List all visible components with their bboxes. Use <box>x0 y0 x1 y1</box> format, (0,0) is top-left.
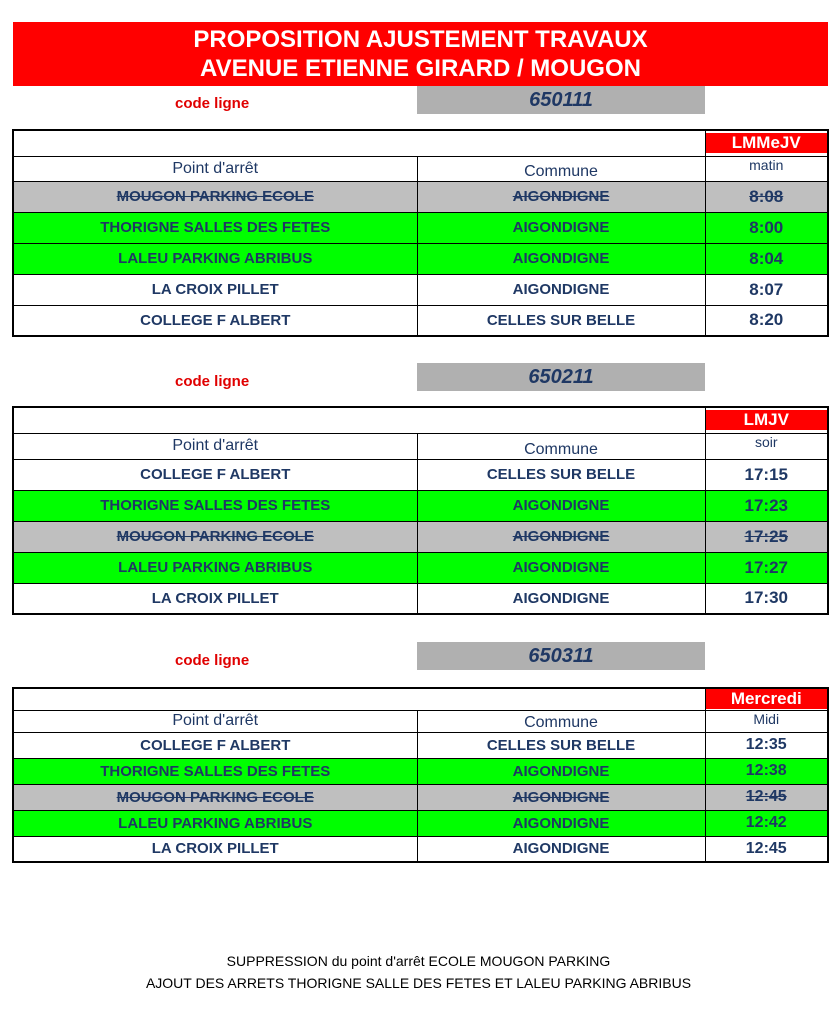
blank-cell <box>13 407 705 433</box>
col-header-stop: Point d'arrêt <box>13 433 417 459</box>
departure-time: 8:04 <box>705 243 828 274</box>
commune-name: AIGONDIGNE <box>417 810 705 836</box>
days-cell <box>705 688 828 710</box>
footer-line-2: AJOUT DES ARRETS THORIGNE SALLE DES FETES ET LALEU PARKING ABRIBUS <box>145 975 692 991</box>
commune-name: AIGONDIGNE <box>417 274 705 305</box>
departure-time: 8:00 <box>705 212 828 243</box>
stop-name: LALEU PARKING ABRIBUS <box>13 552 417 583</box>
table-row <box>13 732 828 758</box>
departure-time: 17:30 <box>705 583 828 614</box>
departure-time: 12:38 <box>705 758 828 784</box>
footer-note <box>0 950 837 994</box>
commune-name: CELLES SUR BELLE <box>417 732 705 758</box>
table-row <box>13 552 828 583</box>
commune-name: AIGONDIGNE <box>417 490 705 521</box>
table-row <box>13 490 828 521</box>
commune-name: AIGONDIGNE <box>417 583 705 614</box>
table-row <box>13 583 828 614</box>
departure-time: 17:15 <box>705 459 828 490</box>
line-code: 650211 <box>417 363 705 391</box>
days-cell <box>705 407 828 433</box>
commune-name: CELLES SUR BELLE <box>417 459 705 490</box>
commune-name: CELLES SUR BELLE <box>417 305 705 336</box>
commune-name: AIGONDIGNE <box>417 784 705 810</box>
commune-name: AIGONDIGNE <box>417 758 705 784</box>
table-row <box>13 784 828 810</box>
days-badge: LMMeJV <box>706 133 828 153</box>
col-header-town: Commune <box>417 710 705 732</box>
schedule-table <box>12 406 829 615</box>
header-row <box>13 156 828 181</box>
commune-name: AIGONDIGNE <box>417 521 705 552</box>
stop-name: MOUGON PARKING ECOLE <box>13 784 417 810</box>
departure-time: 8:07 <box>705 274 828 305</box>
period-label: matin <box>705 156 828 181</box>
days-row <box>13 407 828 433</box>
col-header-town: Commune <box>417 433 705 459</box>
line-code: 650111 <box>417 86 705 114</box>
stop-name: MOUGON PARKING ECOLE <box>13 181 417 212</box>
blank-cell <box>13 688 705 710</box>
title-line-2: AVENUE ETIENNE GIRARD / MOUGON <box>200 55 641 82</box>
commune-name: AIGONDIGNE <box>417 212 705 243</box>
table-row <box>13 243 828 274</box>
table-row <box>13 274 828 305</box>
header-row <box>13 433 828 459</box>
table-row <box>13 305 828 336</box>
stop-name: MOUGON PARKING ECOLE <box>13 521 417 552</box>
stop-name: COLLEGE F ALBERT <box>13 305 417 336</box>
code-ligne-label: code ligne <box>175 373 250 390</box>
header-row <box>13 710 828 732</box>
title-banner <box>13 22 828 86</box>
departure-time: 12:45 <box>705 836 828 862</box>
stop-name: COLLEGE F ALBERT <box>13 732 417 758</box>
days-row <box>13 688 828 710</box>
period-label: Midi <box>705 710 828 732</box>
departure-time: 17:27 <box>705 552 828 583</box>
stop-name: COLLEGE F ALBERT <box>13 459 417 490</box>
table-row <box>13 836 828 862</box>
table-row <box>13 810 828 836</box>
stop-name: LA CROIX PILLET <box>13 836 417 862</box>
col-header-stop: Point d'arrêt <box>13 710 417 732</box>
col-header-town: Commune <box>417 156 705 181</box>
code-ligne-label: code ligne <box>175 95 250 112</box>
days-badge: LMJV <box>706 410 828 430</box>
departure-time: 12:45 <box>705 784 828 810</box>
commune-name: AIGONDIGNE <box>417 243 705 274</box>
commune-name: AIGONDIGNE <box>417 181 705 212</box>
stop-name: THORIGNE SALLES DES FETES <box>13 758 417 784</box>
days-cell <box>705 130 828 156</box>
commune-name: AIGONDIGNE <box>417 552 705 583</box>
title-line-1: PROPOSITION AJUSTEMENT TRAVAUX <box>193 26 648 53</box>
table-row <box>13 459 828 490</box>
code-ligne-label: code ligne <box>175 652 250 669</box>
line-code: 650311 <box>417 642 705 670</box>
departure-time: 12:42 <box>705 810 828 836</box>
table-row <box>13 212 828 243</box>
table-row <box>13 181 828 212</box>
departure-time: 12:35 <box>705 732 828 758</box>
period-label: soir <box>705 433 828 459</box>
schedule-table <box>12 129 829 337</box>
departure-time: 17:25 <box>705 521 828 552</box>
stop-name: LA CROIX PILLET <box>13 583 417 614</box>
days-badge: Mercredi <box>706 689 828 709</box>
stop-name: LALEU PARKING ABRIBUS <box>13 810 417 836</box>
footer-line-1: SUPPRESSION du point d'arrêt ECOLE MOUGON PARKING <box>226 953 611 969</box>
blank-cell <box>13 130 705 156</box>
table-row <box>13 758 828 784</box>
schedule-table <box>12 687 829 863</box>
departure-time: 8:08 <box>705 181 828 212</box>
col-header-stop: Point d'arrêt <box>13 156 417 181</box>
table-row <box>13 521 828 552</box>
stop-name: LA CROIX PILLET <box>13 274 417 305</box>
departure-time: 17:23 <box>705 490 828 521</box>
commune-name: AIGONDIGNE <box>417 836 705 862</box>
departure-time: 8:20 <box>705 305 828 336</box>
stop-name: LALEU PARKING ABRIBUS <box>13 243 417 274</box>
stop-name: THORIGNE SALLES DES FETES <box>13 212 417 243</box>
stop-name: THORIGNE SALLES DES FETES <box>13 490 417 521</box>
days-row <box>13 130 828 156</box>
